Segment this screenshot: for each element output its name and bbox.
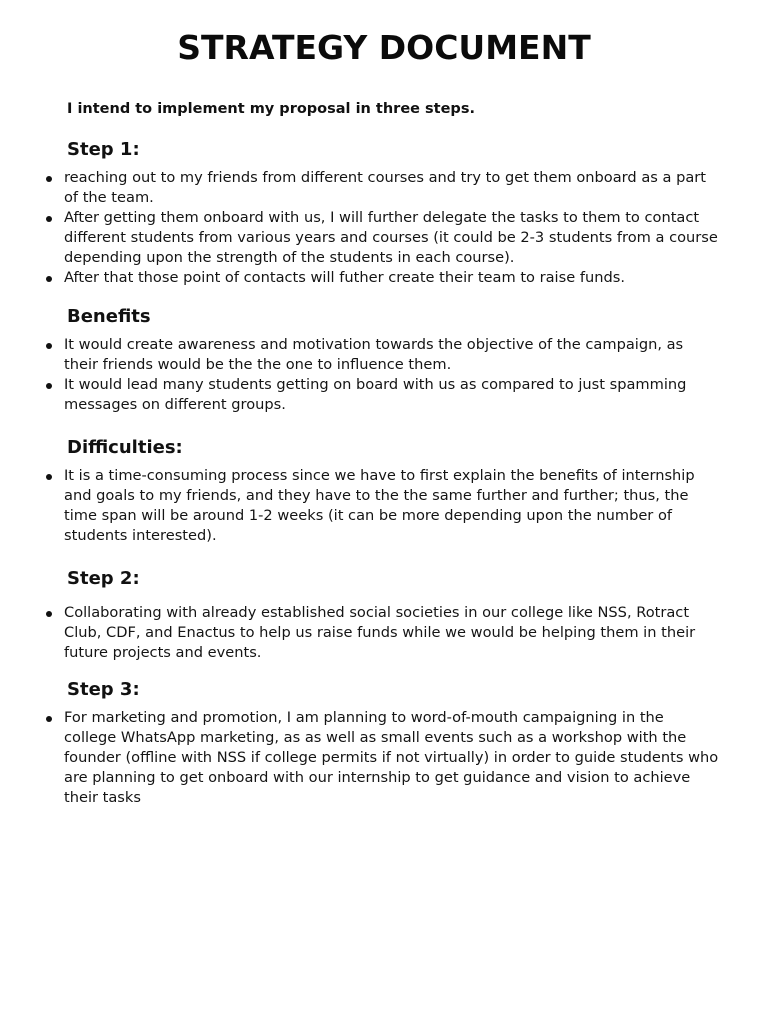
list-item — [0, 708, 768, 808]
benefits-heading: Benefits — [67, 306, 151, 327]
list-item — [0, 466, 768, 546]
list-item-text: After getting them onboard with us, I will further delegate the tasks to them to contact different students from various years and courses (it could be 2-3 students from a course depending upon the strength of the students in each course). — [64, 209, 718, 266]
list-item-text: It would lead many students getting on board with us as compared to just spamming messages on different groups. — [64, 376, 687, 413]
list-item — [0, 603, 768, 663]
bullet-icon — [46, 276, 52, 282]
bullet-icon — [46, 716, 52, 722]
list-item-text: It would create awareness and motivation towards the objective of the campaign, as their friends would be the the one to influence them. — [64, 336, 684, 373]
list-item-text: reaching out to my friends from different courses and try to get them onboard as a part of the team. — [64, 169, 707, 206]
step1-heading: Step 1: — [67, 139, 140, 160]
step3-list — [0, 708, 768, 808]
list-item — [0, 168, 768, 208]
bullet-icon — [46, 611, 52, 617]
list-item — [0, 208, 768, 268]
list-item-text: After that those point of contacts will futher create their team to raise funds. — [64, 269, 625, 286]
bullet-icon — [46, 216, 52, 222]
document-title: STRATEGY DOCUMENT — [177, 28, 591, 67]
step2-list — [0, 603, 768, 663]
difficulties-heading: Difficulties: — [67, 437, 183, 458]
list-item-text: It is a time-consuming process since we have to first explain the benefits of internship and goals to my friends, and they have to the the same further and further; thus, the time span will be around 1-2 weeks (it can be more depending upon the number of students interested). — [64, 467, 695, 544]
bullet-icon — [46, 474, 52, 480]
step2-heading: Step 2: — [67, 568, 140, 589]
list-item — [0, 375, 768, 415]
bullet-icon — [46, 176, 52, 182]
list-item — [0, 268, 768, 288]
difficulties-list — [0, 466, 768, 546]
bullet-icon — [46, 383, 52, 389]
intro-text: I intend to implement my proposal in three steps. — [67, 101, 475, 117]
list-item-text: For marketing and promotion, I am planning to word-of-mouth campaigning in the college WhatsApp marketing, as as well as small events such as a workshop with the founder (offline with NSS if college permits if not virtually) in order to guide students who are planning to get onboard with our internship to get guidance and vision to achieve their tasks — [64, 709, 719, 806]
step3-heading: Step 3: — [67, 679, 140, 700]
step1-list — [0, 168, 768, 288]
benefits-list — [0, 335, 768, 415]
list-item — [0, 335, 768, 375]
list-item-text: Collaborating with already established social societies in our college like NSS, Rotract Club, CDF, and Enactus to help us raise funds while we would be helping them in their future projects and events. — [64, 604, 696, 661]
bullet-icon — [46, 343, 52, 349]
